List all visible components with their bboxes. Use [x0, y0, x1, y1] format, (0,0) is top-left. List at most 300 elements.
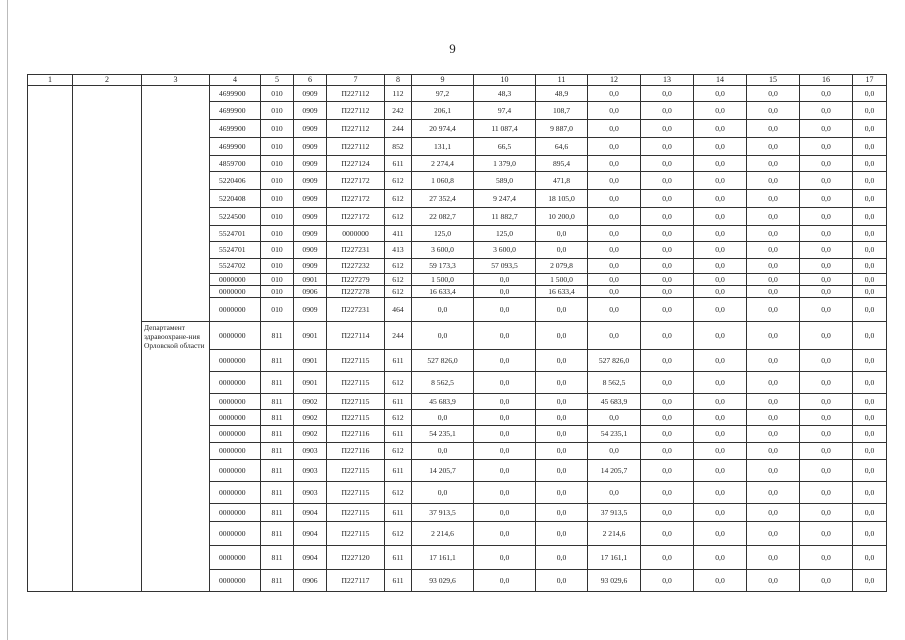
cell-total: 8 562,5: [412, 372, 474, 394]
cell-target-article: П227279: [327, 274, 385, 286]
cell-code: 4859700: [210, 156, 261, 172]
column-number-1: 1: [28, 75, 73, 86]
cell-target-article: П227115: [327, 522, 385, 546]
cell-col-16: 0,0: [800, 443, 853, 460]
cell-col-12: 8 562,5: [588, 372, 641, 394]
cell-col-12: 17 161,1: [588, 546, 641, 570]
cell-col-13: 0,0: [641, 522, 694, 546]
cell-col-17: 0,0: [853, 570, 887, 592]
cell-expense-type: 611: [385, 156, 412, 172]
cell-col-12: 0,0: [588, 208, 641, 226]
cell-col-14: 0,0: [694, 242, 747, 259]
cell-col-15: 0,0: [747, 410, 800, 426]
cell-total: 125,0: [412, 226, 474, 242]
cell-expense-type: 611: [385, 350, 412, 372]
cell-col-16: 0,0: [800, 208, 853, 226]
cell-col-13: 0,0: [641, 460, 694, 482]
cell-section: 010: [261, 259, 294, 274]
cell-col-11: 0,0: [536, 298, 588, 322]
cell-total: 2 214,6: [412, 522, 474, 546]
cell-col-15: 0,0: [747, 259, 800, 274]
cell-col-12: 0,0: [588, 482, 641, 504]
column-number-2: 2: [73, 75, 142, 86]
cell-section: 010: [261, 138, 294, 156]
cell-total: 1 060,8: [412, 172, 474, 190]
table-row: [28, 322, 887, 350]
cell-section: 010: [261, 102, 294, 120]
cell-col-12: 37 913,5: [588, 504, 641, 522]
cell-col-12: 0,0: [588, 172, 641, 190]
cell-expense-type: 411: [385, 226, 412, 242]
cell-expense-type: 612: [385, 522, 412, 546]
cell-code: 0000000: [210, 286, 261, 298]
cell-expense-type: 612: [385, 372, 412, 394]
cell-col-16: 0,0: [800, 460, 853, 482]
cell-col-10: 0,0: [474, 460, 536, 482]
cell-section: 010: [261, 208, 294, 226]
cell-code: 5224500: [210, 208, 261, 226]
cell-target-article: П227172: [327, 190, 385, 208]
cell-col-15: 0,0: [747, 226, 800, 242]
cell-subsection: 0902: [294, 410, 327, 426]
cell-expense-type: 612: [385, 443, 412, 460]
cell-col-10: 589,0: [474, 172, 536, 190]
cell-total: 22 082,7: [412, 208, 474, 226]
cell-target-article: П227232: [327, 259, 385, 274]
cell-col-14: 0,0: [694, 120, 747, 138]
cell-col-17: 0,0: [853, 443, 887, 460]
cell-code: 5220406: [210, 172, 261, 190]
cell-col-12: 0,0: [588, 120, 641, 138]
cell-subsection: 0909: [294, 138, 327, 156]
cell-expense-type: 612: [385, 190, 412, 208]
cell-col-16: 0,0: [800, 410, 853, 426]
cell-col-12: 93 029,6: [588, 570, 641, 592]
cell-col-15: 0,0: [747, 546, 800, 570]
cell-col-12: 0,0: [588, 190, 641, 208]
cell-col-10: 0,0: [474, 274, 536, 286]
cell-section: 010: [261, 298, 294, 322]
cell-col-11: 0,0: [536, 322, 588, 350]
cell-target-article: П227231: [327, 298, 385, 322]
cell-code: 0000000: [210, 394, 261, 410]
cell-col-17: 0,0: [853, 226, 887, 242]
cell-col-11: 0,0: [536, 242, 588, 259]
cell-col-16: 0,0: [800, 172, 853, 190]
cell-subsection: 0901: [294, 274, 327, 286]
cell-col-15: 0,0: [747, 426, 800, 443]
cell-expense-type: 242: [385, 102, 412, 120]
cell-col-10: 0,0: [474, 570, 536, 592]
column-number-15: 15: [747, 75, 800, 86]
column-number-16: 16: [800, 75, 853, 86]
cell-col-15: 0,0: [747, 156, 800, 172]
column-number-8: 8: [385, 75, 412, 86]
cell-col-14: 0,0: [694, 372, 747, 394]
cell-col-16: 0,0: [800, 482, 853, 504]
merged-column-1: [28, 86, 73, 592]
cell-section: 811: [261, 350, 294, 372]
cell-col-14: 0,0: [694, 259, 747, 274]
cell-expense-type: 612: [385, 410, 412, 426]
cell-col-13: 0,0: [641, 242, 694, 259]
cell-col-17: 0,0: [853, 138, 887, 156]
cell-target-article: П227116: [327, 426, 385, 443]
cell-col-16: 0,0: [800, 570, 853, 592]
cell-col-10: 0,0: [474, 522, 536, 546]
cell-total: 45 683,9: [412, 394, 474, 410]
cell-target-article: П227115: [327, 460, 385, 482]
cell-target-article: П227116: [327, 443, 385, 460]
cell-expense-type: 112: [385, 86, 412, 102]
cell-col-12: 0,0: [588, 259, 641, 274]
cell-expense-type: 611: [385, 426, 412, 443]
cell-col-13: 0,0: [641, 138, 694, 156]
cell-col-14: 0,0: [694, 504, 747, 522]
cell-target-article: 0000000: [327, 226, 385, 242]
cell-code: 0000000: [210, 298, 261, 322]
cell-target-article: П227117: [327, 570, 385, 592]
cell-col-11: 0,0: [536, 460, 588, 482]
cell-code: 5524702: [210, 259, 261, 274]
cell-expense-type: 612: [385, 259, 412, 274]
cell-col-15: 0,0: [747, 372, 800, 394]
cell-code: 0000000: [210, 460, 261, 482]
scan-edge-line: [7, 0, 8, 640]
cell-target-article: П227112: [327, 120, 385, 138]
cell-code: 0000000: [210, 482, 261, 504]
cell-subsection: 0909: [294, 86, 327, 102]
cell-col-12: 0,0: [588, 86, 641, 102]
column-number-12: 12: [588, 75, 641, 86]
cell-col-14: 0,0: [694, 286, 747, 298]
cell-section: 811: [261, 394, 294, 410]
page-number: 9: [449, 41, 456, 56]
department-label: Департамент здравоохране-ния Орловской области: [144, 323, 205, 350]
cell-col-12: 0,0: [588, 156, 641, 172]
cell-col-17: 0,0: [853, 460, 887, 482]
cell-col-16: 0,0: [800, 372, 853, 394]
cell-col-16: 0,0: [800, 546, 853, 570]
cell-col-15: 0,0: [747, 86, 800, 102]
cell-col-12: 0,0: [588, 298, 641, 322]
cell-total: 17 161,1: [412, 546, 474, 570]
cell-col-16: 0,0: [800, 120, 853, 138]
cell-target-article: П227172: [327, 172, 385, 190]
cell-target-article: П227115: [327, 394, 385, 410]
column-number-3: 3: [142, 75, 210, 86]
cell-col-16: 0,0: [800, 138, 853, 156]
cell-col-10: 0,0: [474, 546, 536, 570]
cell-code: 0000000: [210, 410, 261, 426]
cell-col-14: 0,0: [694, 102, 747, 120]
cell-col-12: 0,0: [588, 138, 641, 156]
cell-col-15: 0,0: [747, 190, 800, 208]
cell-col-17: 0,0: [853, 426, 887, 443]
cell-total: 3 600,0: [412, 242, 474, 259]
cell-col-13: 0,0: [641, 156, 694, 172]
cell-col-16: 0,0: [800, 259, 853, 274]
cell-col-17: 0,0: [853, 482, 887, 504]
cell-expense-type: 611: [385, 504, 412, 522]
cell-col-15: 0,0: [747, 120, 800, 138]
cell-total: 97,2: [412, 86, 474, 102]
cell-col-12: 0,0: [588, 443, 641, 460]
cell-expense-type: 852: [385, 138, 412, 156]
cell-total: 54 235,1: [412, 426, 474, 443]
cell-section: 010: [261, 286, 294, 298]
cell-target-article: П227112: [327, 138, 385, 156]
cell-expense-type: 612: [385, 208, 412, 226]
cell-target-article: П227115: [327, 504, 385, 522]
cell-target-article: П227172: [327, 208, 385, 226]
cell-code: 4699900: [210, 86, 261, 102]
cell-col-17: 0,0: [853, 259, 887, 274]
cell-total: 0,0: [412, 443, 474, 460]
cell-subsection: 0906: [294, 286, 327, 298]
cell-section: 010: [261, 274, 294, 286]
cell-col-10: 0,0: [474, 504, 536, 522]
cell-col-15: 0,0: [747, 102, 800, 120]
cell-col-13: 0,0: [641, 226, 694, 242]
cell-total: 93 029,6: [412, 570, 474, 592]
cell-col-14: 0,0: [694, 138, 747, 156]
cell-code: 0000000: [210, 546, 261, 570]
cell-col-11: 0,0: [536, 226, 588, 242]
cell-expense-type: 612: [385, 482, 412, 504]
cell-subsection: 0903: [294, 482, 327, 504]
cell-total: 0,0: [412, 298, 474, 322]
cell-col-16: 0,0: [800, 274, 853, 286]
cell-col-11: 895,4: [536, 156, 588, 172]
cell-col-17: 0,0: [853, 410, 887, 426]
cell-col-16: 0,0: [800, 242, 853, 259]
cell-col-11: 0,0: [536, 522, 588, 546]
cell-col-15: 0,0: [747, 460, 800, 482]
cell-code: 0000000: [210, 443, 261, 460]
cell-col-17: 0,0: [853, 120, 887, 138]
cell-code: 5524701: [210, 226, 261, 242]
cell-col-16: 0,0: [800, 286, 853, 298]
cell-col-11: 0,0: [536, 394, 588, 410]
cell-col-14: 0,0: [694, 546, 747, 570]
cell-total: 37 913,5: [412, 504, 474, 522]
cell-target-article: П227120: [327, 546, 385, 570]
cell-col-14: 0,0: [694, 226, 747, 242]
cell-col-11: 0,0: [536, 504, 588, 522]
cell-col-17: 0,0: [853, 350, 887, 372]
cell-col-11: 0,0: [536, 482, 588, 504]
cell-section: 811: [261, 482, 294, 504]
cell-col-10: 0,0: [474, 298, 536, 322]
cell-col-13: 0,0: [641, 570, 694, 592]
cell-col-14: 0,0: [694, 394, 747, 410]
cell-subsection: 0904: [294, 522, 327, 546]
cell-col-14: 0,0: [694, 482, 747, 504]
cell-col-15: 0,0: [747, 274, 800, 286]
cell-col-17: 0,0: [853, 208, 887, 226]
cell-col-16: 0,0: [800, 102, 853, 120]
cell-col-15: 0,0: [747, 570, 800, 592]
cell-section: 010: [261, 86, 294, 102]
cell-section: 811: [261, 460, 294, 482]
cell-total: 0,0: [412, 410, 474, 426]
cell-col-15: 0,0: [747, 394, 800, 410]
column-number-11: 11: [536, 75, 588, 86]
cell-subsection: 0903: [294, 443, 327, 460]
cell-total: 1 500,0: [412, 274, 474, 286]
cell-section: 010: [261, 242, 294, 259]
column-number-17: 17: [853, 75, 887, 86]
cell-col-15: 0,0: [747, 242, 800, 259]
cell-target-article: П227115: [327, 482, 385, 504]
cell-col-10: 66,5: [474, 138, 536, 156]
cell-col-15: 0,0: [747, 286, 800, 298]
cell-target-article: П227124: [327, 156, 385, 172]
cell-code: 0000000: [210, 426, 261, 443]
cell-col-11: 64,6: [536, 138, 588, 156]
cell-subsection: 0909: [294, 242, 327, 259]
cell-code: 4699900: [210, 120, 261, 138]
cell-col-17: 0,0: [853, 274, 887, 286]
column-number-6: 6: [294, 75, 327, 86]
cell-col-11: 0,0: [536, 443, 588, 460]
cell-target-article: П227112: [327, 86, 385, 102]
cell-col-16: 0,0: [800, 350, 853, 372]
cell-col-10: 97,4: [474, 102, 536, 120]
cell-col-13: 0,0: [641, 394, 694, 410]
cell-col-13: 0,0: [641, 102, 694, 120]
cell-col-12: 14 205,7: [588, 460, 641, 482]
cell-col-13: 0,0: [641, 322, 694, 350]
cell-subsection: 0909: [294, 226, 327, 242]
cell-col-12: 0,0: [588, 274, 641, 286]
cell-target-article: П227115: [327, 372, 385, 394]
cell-col-17: 0,0: [853, 504, 887, 522]
cell-subsection: 0904: [294, 504, 327, 522]
table-row: [28, 86, 887, 102]
cell-col-10: 0,0: [474, 482, 536, 504]
cell-total: 206,1: [412, 102, 474, 120]
cell-col-10: 125,0: [474, 226, 536, 242]
cell-col-10: 1 379,0: [474, 156, 536, 172]
cell-section: 811: [261, 322, 294, 350]
cell-col-12: 0,0: [588, 410, 641, 426]
cell-expense-type: 413: [385, 242, 412, 259]
cell-col-17: 0,0: [853, 172, 887, 190]
cell-col-17: 0,0: [853, 522, 887, 546]
cell-col-10: 11 882,7: [474, 208, 536, 226]
cell-col-17: 0,0: [853, 546, 887, 570]
cell-code: 0000000: [210, 522, 261, 546]
cell-col-13: 0,0: [641, 172, 694, 190]
cell-target-article: П227278: [327, 286, 385, 298]
cell-col-11: 9 887,0: [536, 120, 588, 138]
cell-col-15: 0,0: [747, 322, 800, 350]
cell-col-11: 0,0: [536, 350, 588, 372]
cell-code: 0000000: [210, 322, 261, 350]
cell-code: 4699900: [210, 138, 261, 156]
cell-col-15: 0,0: [747, 172, 800, 190]
cell-total: 2 274,4: [412, 156, 474, 172]
cell-col-10: 0,0: [474, 426, 536, 443]
cell-section: 010: [261, 172, 294, 190]
cell-col-15: 0,0: [747, 138, 800, 156]
cell-target-article: П227231: [327, 242, 385, 259]
cell-section: 811: [261, 570, 294, 592]
cell-col-10: 0,0: [474, 394, 536, 410]
cell-col-11: 0,0: [536, 426, 588, 443]
cell-section: 811: [261, 443, 294, 460]
cell-col-11: 18 105,0: [536, 190, 588, 208]
cell-subsection: 0906: [294, 570, 327, 592]
column-number-5: 5: [261, 75, 294, 86]
cell-total: 59 173,3: [412, 259, 474, 274]
cell-col-11: 0,0: [536, 570, 588, 592]
cell-subsection: 0909: [294, 156, 327, 172]
cell-total: 0,0: [412, 482, 474, 504]
cell-section: 811: [261, 410, 294, 426]
cell-col-17: 0,0: [853, 298, 887, 322]
cell-section: 811: [261, 522, 294, 546]
cell-subsection: 0909: [294, 102, 327, 120]
cell-col-13: 0,0: [641, 504, 694, 522]
cell-col-10: 11 087,4: [474, 120, 536, 138]
cell-col-13: 0,0: [641, 208, 694, 226]
cell-subsection: 0909: [294, 298, 327, 322]
cell-col-15: 0,0: [747, 350, 800, 372]
cell-expense-type: 612: [385, 274, 412, 286]
cell-col-16: 0,0: [800, 504, 853, 522]
cell-col-16: 0,0: [800, 298, 853, 322]
cell-expense-type: 611: [385, 546, 412, 570]
column-number-13: 13: [641, 75, 694, 86]
cell-col-16: 0,0: [800, 426, 853, 443]
cell-target-article: П227112: [327, 102, 385, 120]
cell-total: 14 205,7: [412, 460, 474, 482]
cell-total: 0,0: [412, 322, 474, 350]
cell-col-15: 0,0: [747, 298, 800, 322]
cell-col-16: 0,0: [800, 226, 853, 242]
cell-col-12: 0,0: [588, 102, 641, 120]
cell-col-14: 0,0: [694, 322, 747, 350]
cell-col-10: 48,3: [474, 86, 536, 102]
cell-col-14: 0,0: [694, 570, 747, 592]
cell-expense-type: 464: [385, 298, 412, 322]
cell-col-13: 0,0: [641, 443, 694, 460]
cell-section: 010: [261, 190, 294, 208]
cell-col-11: 16 633,4: [536, 286, 588, 298]
cell-code: 4699900: [210, 102, 261, 120]
cell-col-13: 0,0: [641, 372, 694, 394]
cell-col-17: 0,0: [853, 86, 887, 102]
cell-col-15: 0,0: [747, 482, 800, 504]
cell-code: 5524701: [210, 242, 261, 259]
cell-total: 16 633,4: [412, 286, 474, 298]
cell-col-10: 0,0: [474, 322, 536, 350]
column-number-4: 4: [210, 75, 261, 86]
cell-col-10: 0,0: [474, 410, 536, 426]
merged-column-3-top: [142, 86, 210, 322]
cell-section: 010: [261, 226, 294, 242]
cell-expense-type: 611: [385, 460, 412, 482]
cell-section: 010: [261, 156, 294, 172]
cell-col-10: 3 600,0: [474, 242, 536, 259]
cell-col-16: 0,0: [800, 156, 853, 172]
cell-col-16: 0,0: [800, 522, 853, 546]
cell-code: 0000000: [210, 274, 261, 286]
cell-col-13: 0,0: [641, 546, 694, 570]
